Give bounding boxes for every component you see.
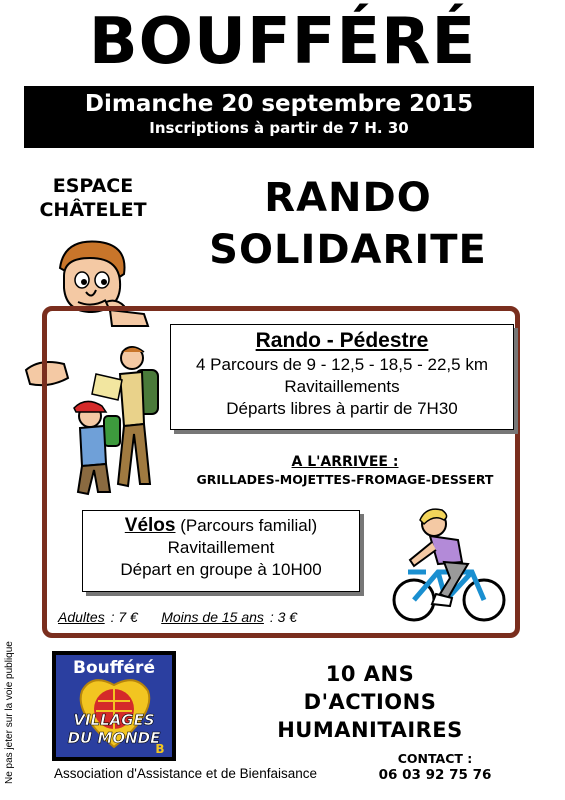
anniversary-line-3: HUMANITAIRES [277, 718, 463, 742]
logo-mark: B [155, 742, 165, 756]
arrival-menu: GRILLADES-MOJETTES-FROMAGE-DESSERT [196, 472, 494, 487]
event-title [178, 172, 518, 276]
anniversary-text [240, 660, 500, 744]
contact-phone[interactable]: 06 03 92 75 76 [378, 767, 492, 783]
event-title-line-2: SOLIDARITE [209, 227, 487, 273]
contact-info [370, 751, 500, 783]
bike-heading [83, 515, 359, 537]
contact-label: CONTACT : [397, 751, 473, 766]
anniversary-line-2: D'ACTIONS [303, 690, 437, 714]
arrival-info [175, 453, 515, 489]
logo-line-2: DU MONDE [67, 729, 161, 747]
hiking-departure: Départs libres à partir de 7H30 [226, 399, 458, 418]
cyclist-illustration [386, 506, 512, 628]
hiking-info-box [170, 324, 514, 430]
price-list [58, 609, 297, 625]
registration-time: Inscriptions à partir de 7 H. 30 [149, 119, 409, 137]
villages-du-monde-logo [52, 651, 176, 761]
adult-price-value: : 7 € [110, 609, 138, 625]
logo-line-1: VILLAGES [73, 711, 155, 729]
venue-name [20, 174, 166, 222]
event-date: Dimanche 20 septembre 2015 [84, 91, 474, 117]
event-title-line-1: RANDO [264, 175, 432, 221]
bike-departure: Départ en groupe à 10H00 [120, 560, 322, 579]
venue-line-2: CHÂTELET [39, 199, 147, 221]
child-price-value: : 3 € [269, 609, 298, 625]
disclaimer-text: Ne pas jeter sur la voie publique [4, 641, 15, 784]
bike-subtitle: (Parcours familial) [180, 516, 318, 535]
arrival-title: A L'ARRIVEE : [291, 454, 399, 470]
hiking-courses: 4 Parcours de 9 - 12,5 - 18,5 - 22,5 km [196, 355, 488, 374]
venue-line-1: ESPACE [52, 175, 134, 197]
bike-info-box [82, 510, 360, 592]
child-price-label: Moins de 15 ans [161, 609, 264, 625]
date-banner [24, 86, 534, 148]
association-name: Association d'Assistance et de Bienfaisance [54, 766, 317, 781]
hikers-illustration [66, 344, 176, 504]
hiking-supply: Ravitaillements [284, 377, 400, 396]
bike-supply: Ravitaillement [167, 538, 275, 557]
town-title: BOUFFÉRÉ [88, 5, 477, 79]
bike-title: Vélos [124, 515, 176, 536]
hiking-title: Rando - Pédestre [255, 329, 429, 352]
adult-price-label: Adultes [58, 609, 105, 625]
anniversary-line-1: 10 ANS [325, 662, 415, 686]
logo-town: Boufféré [73, 658, 155, 678]
